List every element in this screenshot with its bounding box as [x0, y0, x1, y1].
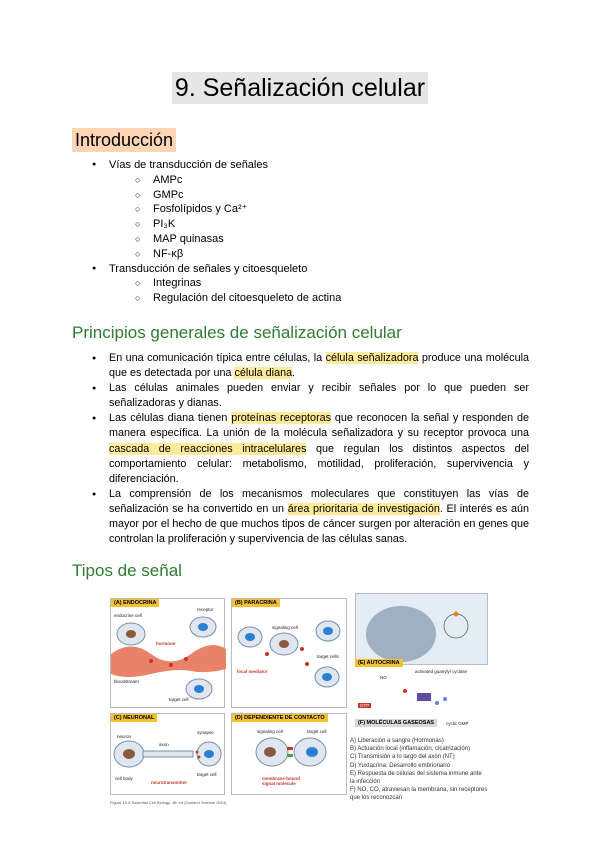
- panel-autocrine: [355, 593, 488, 665]
- legend-item: F) NO, CO, atraviesan la membrana, sin receptores que los reconozcan: [350, 787, 488, 802]
- autocrine-illustration: [356, 594, 489, 666]
- label: cyclic GMP: [446, 721, 469, 726]
- list-item: ● Las células animales pueden enviar y recibir señales por lo que pueden ser señalizadoras y dianas.: [92, 381, 529, 411]
- list-item: ○ NF-κβ: [135, 247, 532, 262]
- hormone-dot: [149, 659, 153, 663]
- page-title-wrap: [0, 72, 600, 104]
- figure-caption: Figure 15-8 Essential Cell Biology, 4th ed (Garland Science 2014): [110, 800, 227, 805]
- signal-types-figure: [110, 593, 488, 821]
- sub-list: [135, 173, 532, 262]
- highlight: área prioritaria de investigación: [287, 502, 440, 515]
- intro-heading: Introducción: [72, 128, 176, 152]
- list-item: ○ Fosfolípidos y Ca²⁺: [135, 202, 532, 217]
- list-item: ● La comprensión de los mecanismos moleculares que constituyen las vías de señalización se ha convertido en un área prioritaria de investigación. El interés es aún mayor por el hecho de que muchos tipos de cáncer surgen por alteración en genes que controlan la proliferación y supervivencia de las células sanas.: [92, 487, 529, 547]
- panel-tag: (A) ENDOCRINA: [111, 599, 159, 607]
- gaseous-illustration: [395, 683, 455, 713]
- panel-contact: [231, 713, 347, 795]
- legend-item: D) Yuxtacrina: Desarrollo embrionario: [350, 762, 450, 769]
- list-item: ● Las células diana tienen proteínas receptoras que reconocen la señal y responden de manera específica. La unión de la molécula señalizadora y su receptor provoca una cascada de reacciones intracelulares que regulan los distintos aspectos del comportamiento celular: metabolismo, motilidad, proliferación, supervivencia y diferenciación.: [92, 411, 529, 486]
- label: hormone: [156, 641, 176, 646]
- page-title: 9. Señalización celular: [172, 72, 428, 104]
- panel-neuronal: [110, 713, 225, 795]
- principios-heading: Principios generales de señalización celular: [72, 323, 402, 342]
- label: signaling cell: [257, 729, 283, 734]
- list-item: ○ MAP quinasas: [135, 232, 532, 247]
- label: membrane-bound signal molecule: [262, 776, 301, 786]
- label: activated guanylyl cyclase: [415, 669, 468, 674]
- panel-tag: (D) DEPENDIENTE DE CONTACTO: [232, 714, 328, 722]
- label: cell body: [115, 776, 133, 781]
- hormone-dot: [169, 663, 173, 667]
- highlight: proteínas receptoras: [231, 412, 332, 425]
- nucleus-shape: [198, 623, 208, 631]
- panel-tag: (F) MOLÉCULAS GASEOSAS: [355, 719, 437, 727]
- label: bloodstream: [114, 679, 139, 684]
- label: target cell: [197, 772, 217, 777]
- list-item: ● En una comunicación típica entre células, la célula señalizadora produce una molécula que es detectada por una célula diana.: [92, 351, 529, 381]
- intro-list: [92, 158, 532, 306]
- label: NO: [380, 675, 387, 680]
- signal-types-legend: [350, 737, 488, 803]
- label: signaling cell: [272, 625, 298, 630]
- sub-list: [135, 276, 532, 306]
- list-item: ● Vías de transducción de señales ○ AMPc ○ GMPc ○ Fosfolípidos y Ca²⁺ ○ PI₃K ○ MAP quinasas ○ NF-κβ: [92, 158, 532, 262]
- label: neurotransmitter: [151, 780, 188, 785]
- label: GTP: [360, 703, 370, 708]
- legend-item: B) Actuación local (inflamación, cicatrización): [350, 746, 471, 753]
- panel-tag: (E) AUTOCRINA: [355, 659, 403, 667]
- legend-item: A) Liberación a sangre (Hormonas): [350, 738, 444, 744]
- tipos-heading: Tipos de señal: [72, 561, 182, 580]
- label: target cells: [317, 654, 339, 659]
- panel-tag: (C) NEURONAL: [111, 714, 157, 722]
- label: target cell: [169, 697, 189, 702]
- legend-item: C) Transmisión a lo largo del axón (NT): [350, 754, 455, 761]
- label: local mediator: [237, 669, 268, 674]
- list-item: ● Transducción de señales y citoesqueleto ○ Integrinas ○ Regulación del citoesqueleto de actina: [92, 262, 532, 306]
- label: axon: [159, 742, 169, 747]
- panel-paracrine: [231, 598, 347, 708]
- nucleus-shape: [194, 685, 204, 693]
- label: synapse: [197, 730, 214, 735]
- highlight: célula señalizadora: [325, 352, 419, 364]
- label: target cell: [307, 729, 327, 734]
- nucleus-shape: [126, 630, 136, 638]
- bloodstream-shape: [111, 645, 226, 677]
- highlight: célula diana: [234, 367, 293, 380]
- list-item: ○ Regulación del citoesqueleto de actina: [135, 291, 532, 306]
- highlight: cascada de reacciones intracelulares: [109, 442, 307, 455]
- list-item: ○ AMPc: [135, 173, 532, 188]
- list-item: ○ PI₃K: [135, 217, 532, 232]
- hormone-dot: [184, 657, 188, 661]
- list-item: ○ GMPc: [135, 188, 532, 203]
- principios-list: [92, 351, 529, 547]
- panel-endocrine: [110, 598, 225, 708]
- label: endocrine cell: [114, 613, 142, 618]
- label: receptor: [197, 607, 214, 612]
- legend-item: E) Respuesta de células del sistema inmune ante la infección: [350, 770, 482, 786]
- panel-tag: (B) PARACRINA: [232, 599, 280, 607]
- label: neuron: [117, 734, 132, 739]
- list-item: ○ Integrinas: [135, 276, 532, 291]
